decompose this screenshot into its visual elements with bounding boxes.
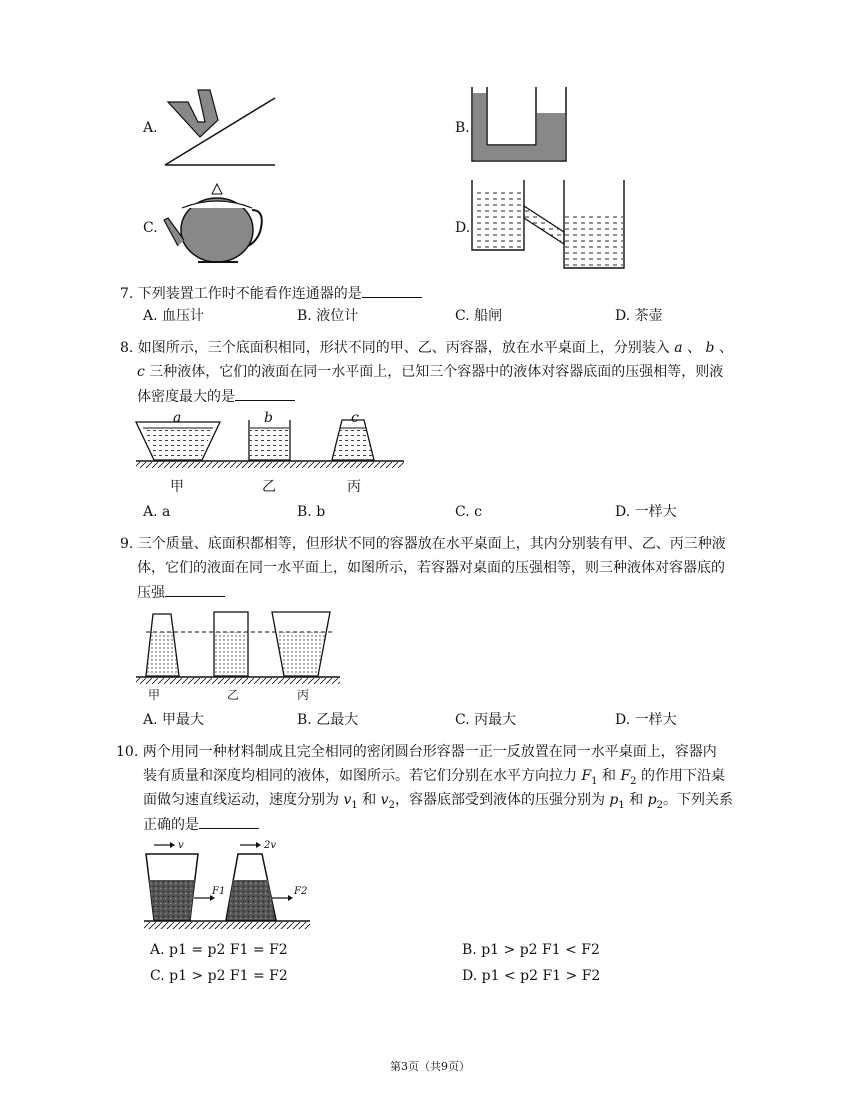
q8-fig-label-b: b — [264, 410, 273, 426]
q7-option-c[interactable]: C. 船闸 — [455, 308, 503, 324]
q7-option-b[interactable]: B. 液位计 — [297, 308, 359, 324]
q10-stem-line4: 正确的是 — [143, 814, 259, 835]
q10-fig-label-v: v — [178, 840, 184, 851]
q8-option-c[interactable]: C. c — [455, 504, 482, 520]
q10-stem-line3: 面做匀速直线运动，速度分别为 $v_1$ 和 $v_2$，容器底部受到液体的压强分别为 $p_1$ 和 $p_2$。下列关系 — [143, 792, 733, 811]
answer-blank[interactable] — [199, 814, 259, 829]
q6-option-b-label: B. — [455, 120, 470, 136]
q9-option-c[interactable]: C. 丙最大 — [455, 712, 517, 728]
q8-fig-label-yi: 乙 — [262, 479, 276, 495]
q10-stem-line1: 10. 两个用同一种材料制成且完全相同的密闭圆台形容器一正一反放置在同一水平桌面上，容器内 — [116, 744, 717, 760]
q8-stem-line1: 8. 如图所示，三个底面积相同，形状不同的甲、乙、丙容器，放在水平桌面上，分别装入 a 、 b 、 — [120, 340, 733, 356]
q10-stem-line2: 装有质量和深度均相同的液体，如图所示。若它们分别在水平方向拉力 $F_1$ 和 $F_2$ 的作用下沿桌 — [143, 768, 725, 787]
q8-option-b[interactable]: B. b — [297, 504, 326, 520]
q10-option-c[interactable]: C. p1 > p2 F1 = F2 — [150, 968, 288, 984]
q10-option-b[interactable]: B. p1 > p2 F1 < F2 — [462, 942, 600, 958]
q6-figure-d — [468, 178, 628, 272]
q7-stem: 7. 下列装置工作时不能看作连通器的是 — [120, 283, 422, 304]
q9-stem-line1: 9. 三个质量、底面积都相等，但形状不同的容器放在水平桌面上，其内分别装有甲、乙、丙三种液 — [120, 536, 726, 552]
q6-option-c-label: C. — [143, 220, 158, 236]
q7-option-d[interactable]: D. 茶壶 — [615, 308, 663, 324]
q8-fig-label-a: a — [173, 410, 182, 426]
q10-option-a[interactable]: A. p1 = p2 F1 = F2 — [150, 942, 288, 958]
answer-blank[interactable] — [362, 283, 422, 298]
q8-stem-line2: c 三种液体，它们的液面在同一水平面上，已知三个容器中的液体对容器底面的压强相等，则液 — [137, 364, 724, 380]
q9-fig-label-jia: 甲 — [148, 688, 161, 702]
q10-option-d[interactable]: D. p1 < p2 F1 > F2 — [462, 968, 601, 984]
q9-fig-label-yi: 乙 — [227, 688, 240, 702]
q6-option-a-label: A. — [143, 120, 158, 136]
q10-fig-label-f2: F2 — [294, 886, 308, 897]
q8-option-d[interactable]: D. 一样大 — [615, 504, 677, 520]
q8-fig-label-c: c — [351, 410, 359, 426]
q6-figure-c — [162, 180, 266, 270]
q8-option-a[interactable]: A. a — [143, 504, 171, 520]
q10-figure — [142, 840, 312, 930]
q9-figure — [134, 606, 344, 686]
q6-figure-b — [470, 85, 570, 165]
q10-fig-label-f1: F1 — [212, 886, 226, 897]
q8-fig-label-bing: 丙 — [347, 479, 361, 495]
answer-blank[interactable] — [165, 582, 225, 597]
page-footer: 第3页（共9页） — [390, 1060, 470, 1073]
q9-option-d[interactable]: D. 一样大 — [615, 712, 677, 728]
q9-option-b[interactable]: B. 乙最大 — [297, 712, 359, 728]
q9-stem-line3: 压强 — [137, 582, 225, 603]
q6-option-d-label: D. — [455, 220, 471, 236]
q9-option-a[interactable]: A. 甲最大 — [143, 712, 205, 728]
q8-fig-label-jia: 甲 — [170, 479, 184, 495]
q8-stem-line3: 体密度最大的是 — [137, 386, 295, 407]
q10-fig-label-2v: 2v — [264, 840, 277, 851]
q7-option-a[interactable]: A. 血压计 — [143, 308, 205, 324]
q9-stem-line2: 体，它们的液面在同一水平面上，如图所示，若容器对桌面的压强相等，则三种液体对容器底的 — [137, 560, 725, 576]
q6-figure-a — [160, 82, 280, 168]
answer-blank[interactable] — [235, 386, 295, 401]
q9-fig-label-bing: 丙 — [297, 688, 310, 702]
